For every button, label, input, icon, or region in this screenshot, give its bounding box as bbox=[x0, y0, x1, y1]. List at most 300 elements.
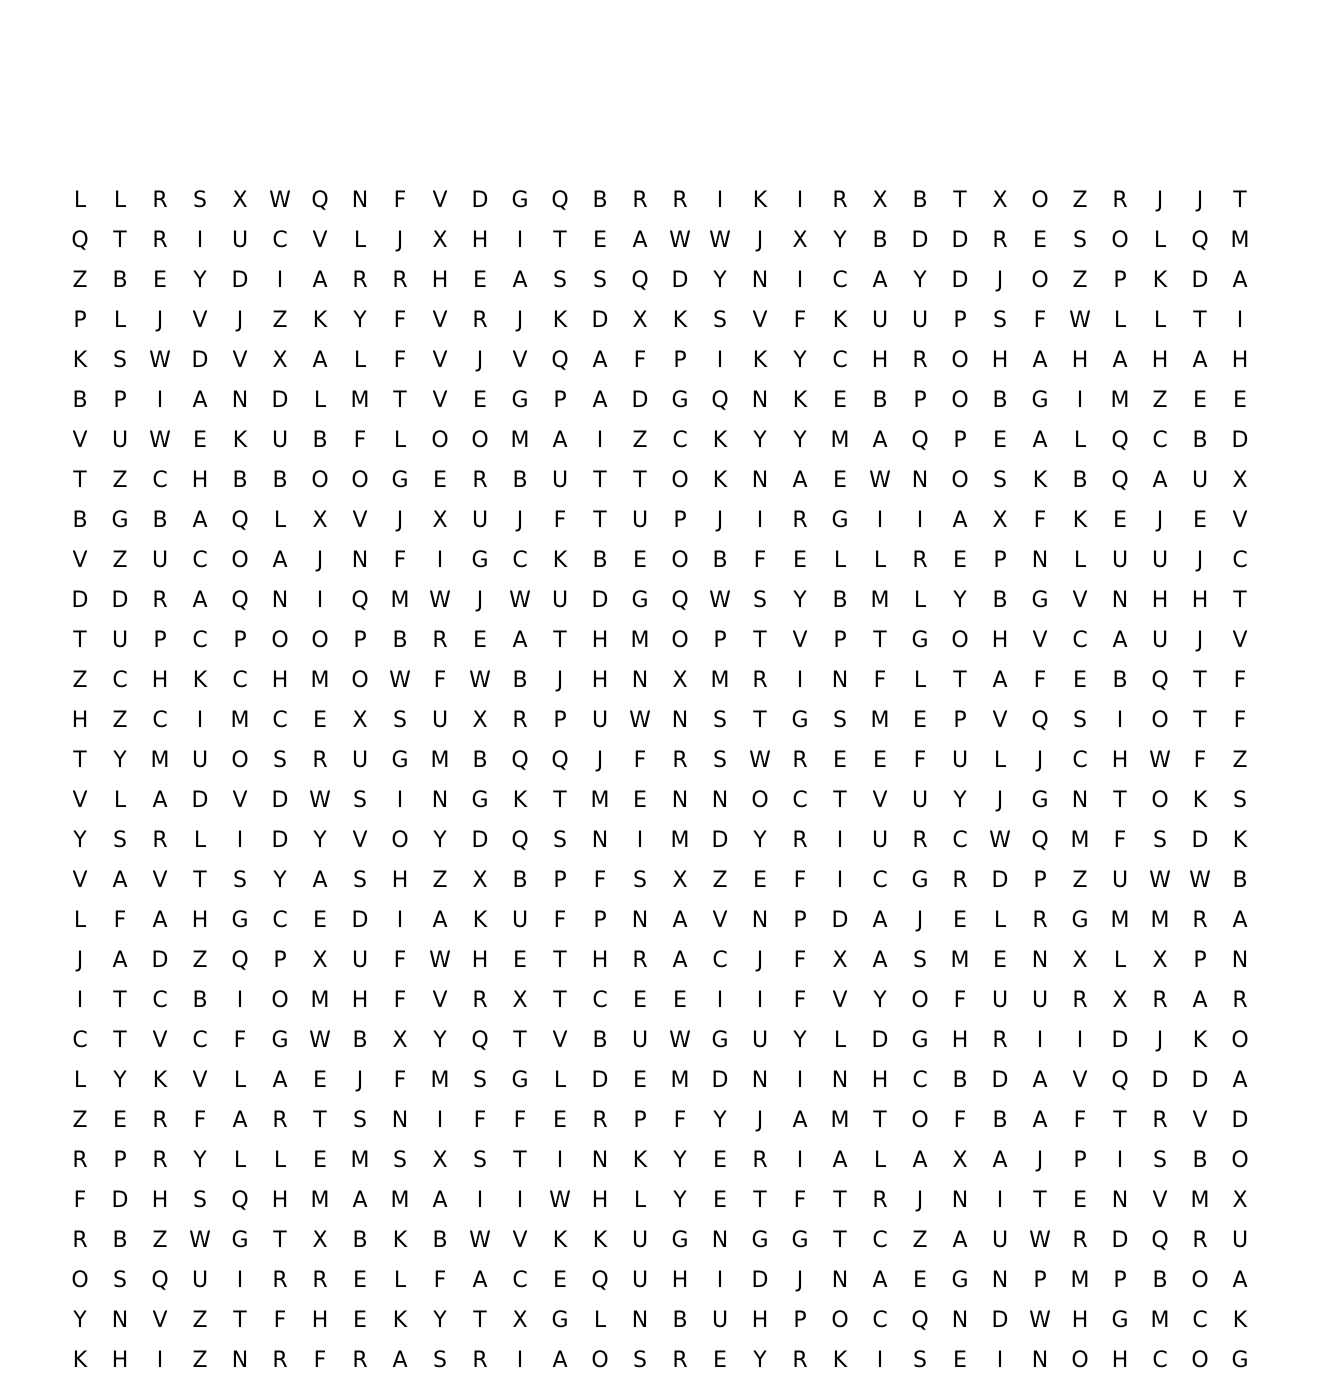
letter-cell[interactable]: I bbox=[76, 987, 84, 1013]
letter-cell[interactable]: Q bbox=[71, 227, 89, 253]
letter-cell[interactable]: R bbox=[672, 1347, 688, 1373]
letter-cell[interactable]: T bbox=[833, 787, 847, 813]
letter-cell[interactable]: V bbox=[872, 787, 888, 813]
letter-cell[interactable]: C bbox=[872, 1307, 888, 1333]
letter-cell[interactable]: T bbox=[553, 787, 567, 813]
letter-cell[interactable]: G bbox=[751, 1227, 769, 1253]
letter-cell[interactable]: E bbox=[193, 427, 207, 453]
letter-cell[interactable]: K bbox=[712, 427, 728, 453]
letter-cell[interactable]: V bbox=[432, 987, 448, 1013]
letter-cell[interactable]: E bbox=[913, 1267, 927, 1293]
letter-cell[interactable]: N bbox=[751, 387, 769, 413]
letter-cell[interactable]: I bbox=[396, 787, 404, 813]
letter-cell[interactable]: M bbox=[150, 747, 170, 773]
letter-cell[interactable]: C bbox=[1072, 627, 1088, 653]
letter-cell[interactable]: T bbox=[113, 227, 127, 253]
letter-cell[interactable]: U bbox=[951, 747, 969, 773]
letter-cell[interactable]: R bbox=[312, 1267, 328, 1293]
letter-cell[interactable]: H bbox=[1111, 1347, 1129, 1373]
letter-cell[interactable]: C bbox=[832, 347, 848, 373]
letter-cell[interactable]: V bbox=[232, 787, 248, 813]
letter-cell[interactable]: Q bbox=[231, 947, 249, 973]
letter-cell[interactable]: M bbox=[350, 1147, 370, 1173]
letter-cell[interactable]: U bbox=[991, 1227, 1009, 1253]
letter-cell[interactable]: B bbox=[152, 507, 168, 533]
letter-cell[interactable]: N bbox=[591, 827, 609, 853]
letter-cell[interactable]: D bbox=[151, 947, 169, 973]
letter-cell[interactable]: M bbox=[710, 667, 730, 693]
letter-cell[interactable]: R bbox=[152, 1147, 168, 1173]
letter-cell[interactable]: Y bbox=[73, 827, 87, 853]
letter-cell[interactable]: L bbox=[873, 547, 887, 573]
letter-cell[interactable]: F bbox=[793, 947, 807, 973]
letter-cell[interactable]: C bbox=[912, 1067, 928, 1093]
letter-cell[interactable]: K bbox=[72, 347, 88, 373]
letter-cell[interactable]: F bbox=[953, 1107, 967, 1133]
letter-cell[interactable]: L bbox=[113, 307, 127, 333]
letter-cell[interactable]: E bbox=[633, 787, 647, 813]
letter-cell[interactable]: J bbox=[1156, 187, 1164, 213]
letter-cell[interactable]: F bbox=[193, 1107, 207, 1133]
letter-cell[interactable]: B bbox=[272, 467, 288, 493]
letter-cell[interactable]: S bbox=[833, 707, 847, 733]
letter-cell[interactable]: Y bbox=[753, 827, 767, 853]
letter-cell[interactable]: U bbox=[1191, 467, 1209, 493]
letter-cell[interactable]: E bbox=[553, 1267, 567, 1293]
letter-cell[interactable]: N bbox=[271, 587, 289, 613]
letter-cell[interactable]: V bbox=[1232, 627, 1248, 653]
letter-cell[interactable]: V bbox=[432, 187, 448, 213]
letter-cell[interactable]: A bbox=[152, 907, 168, 933]
letter-cell[interactable]: Q bbox=[231, 587, 249, 613]
letter-cell[interactable]: G bbox=[671, 387, 689, 413]
letter-cell[interactable]: L bbox=[313, 387, 327, 413]
letter-cell[interactable]: N bbox=[751, 1067, 769, 1093]
letter-cell[interactable]: F bbox=[1233, 667, 1247, 693]
letter-cell[interactable]: S bbox=[993, 467, 1007, 493]
letter-cell[interactable]: O bbox=[1031, 187, 1049, 213]
letter-cell[interactable]: N bbox=[711, 1227, 729, 1253]
letter-cell[interactable]: X bbox=[232, 187, 248, 213]
letter-cell[interactable]: H bbox=[151, 667, 169, 693]
letter-cell[interactable]: T bbox=[273, 1227, 287, 1253]
letter-cell[interactable]: J bbox=[156, 307, 164, 333]
letter-cell[interactable]: W bbox=[1029, 1227, 1051, 1253]
letter-cell[interactable]: E bbox=[433, 467, 447, 493]
letter-cell[interactable]: R bbox=[792, 747, 808, 773]
letter-cell[interactable]: P bbox=[553, 707, 567, 733]
letter-cell[interactable]: J bbox=[996, 787, 1004, 813]
letter-cell[interactable]: H bbox=[271, 667, 289, 693]
letter-cell[interactable]: D bbox=[871, 1027, 889, 1053]
letter-cell[interactable]: N bbox=[911, 467, 929, 493]
letter-cell[interactable]: U bbox=[1151, 627, 1169, 653]
letter-cell[interactable]: U bbox=[991, 987, 1009, 1013]
letter-cell[interactable]: V bbox=[512, 347, 528, 373]
letter-cell[interactable]: O bbox=[671, 627, 689, 653]
letter-cell[interactable]: Q bbox=[551, 187, 569, 213]
letter-cell[interactable]: C bbox=[872, 1227, 888, 1253]
letter-cell[interactable]: F bbox=[393, 987, 407, 1013]
letter-cell[interactable]: H bbox=[1231, 347, 1249, 373]
letter-cell[interactable]: R bbox=[72, 1147, 88, 1173]
letter-cell[interactable]: P bbox=[553, 867, 567, 893]
letter-cell[interactable]: R bbox=[1032, 907, 1048, 933]
letter-cell[interactable]: L bbox=[1113, 947, 1127, 973]
letter-cell[interactable]: Y bbox=[73, 1307, 87, 1333]
letter-cell[interactable]: R bbox=[1072, 987, 1088, 1013]
letter-cell[interactable]: U bbox=[631, 1227, 649, 1253]
letter-cell[interactable]: O bbox=[1071, 1347, 1089, 1373]
letter-cell[interactable]: R bbox=[792, 1347, 808, 1373]
letter-cell[interactable]: V bbox=[72, 547, 88, 573]
letter-cell[interactable]: P bbox=[1033, 1267, 1047, 1293]
letter-cell[interactable]: P bbox=[953, 707, 967, 733]
letter-cell[interactable]: Y bbox=[433, 827, 447, 853]
letter-cell[interactable]: Y bbox=[953, 587, 967, 613]
letter-cell[interactable]: M bbox=[1190, 1187, 1210, 1213]
letter-cell[interactable]: R bbox=[472, 1347, 488, 1373]
letter-cell[interactable]: K bbox=[1192, 1027, 1208, 1053]
letter-cell[interactable]: I bbox=[996, 1347, 1004, 1373]
letter-cell[interactable]: U bbox=[351, 747, 369, 773]
letter-cell[interactable]: Q bbox=[1151, 667, 1169, 693]
letter-cell[interactable]: J bbox=[1156, 1027, 1164, 1053]
letter-cell[interactable]: W bbox=[469, 1227, 491, 1253]
letter-cell[interactable]: E bbox=[313, 1147, 327, 1173]
letter-cell[interactable]: R bbox=[792, 827, 808, 853]
letter-cell[interactable]: P bbox=[833, 627, 847, 653]
letter-cell[interactable]: H bbox=[391, 867, 409, 893]
letter-cell[interactable]: K bbox=[832, 1347, 848, 1373]
letter-cell[interactable]: R bbox=[1232, 987, 1248, 1013]
letter-cell[interactable]: W bbox=[989, 827, 1011, 853]
letter-cell[interactable]: Z bbox=[112, 707, 128, 733]
letter-cell[interactable]: S bbox=[393, 1147, 407, 1173]
letter-cell[interactable]: X bbox=[1232, 1187, 1248, 1213]
letter-cell[interactable]: I bbox=[436, 547, 444, 573]
letter-cell[interactable]: B bbox=[872, 387, 888, 413]
letter-cell[interactable]: D bbox=[191, 347, 209, 373]
letter-cell[interactable]: F bbox=[873, 667, 887, 693]
letter-cell[interactable]: N bbox=[951, 1187, 969, 1213]
letter-cell[interactable]: C bbox=[192, 1027, 208, 1053]
letter-cell[interactable]: U bbox=[271, 427, 289, 453]
letter-cell[interactable]: H bbox=[191, 907, 209, 933]
letter-cell[interactable]: R bbox=[472, 307, 488, 333]
letter-cell[interactable]: S bbox=[113, 1267, 127, 1293]
letter-cell[interactable]: A bbox=[1232, 1267, 1248, 1293]
letter-cell[interactable]: N bbox=[1031, 947, 1049, 973]
letter-cell[interactable]: F bbox=[313, 1347, 327, 1373]
letter-cell[interactable]: I bbox=[556, 1147, 564, 1173]
letter-cell[interactable]: N bbox=[751, 467, 769, 493]
letter-cell[interactable]: B bbox=[672, 1307, 688, 1333]
letter-cell[interactable]: O bbox=[431, 427, 449, 453]
letter-cell[interactable]: I bbox=[796, 1067, 804, 1093]
letter-cell[interactable]: V bbox=[312, 227, 328, 253]
letter-cell[interactable]: N bbox=[351, 187, 369, 213]
letter-cell[interactable]: H bbox=[1151, 347, 1169, 373]
letter-cell[interactable]: B bbox=[592, 547, 608, 573]
letter-cell[interactable]: S bbox=[113, 347, 127, 373]
letter-cell[interactable]: U bbox=[631, 507, 649, 533]
letter-cell[interactable]: B bbox=[712, 547, 728, 573]
letter-cell[interactable]: A bbox=[872, 267, 888, 293]
letter-cell[interactable]: D bbox=[351, 907, 369, 933]
letter-cell[interactable]: S bbox=[473, 1067, 487, 1093]
letter-cell[interactable]: A bbox=[952, 1227, 968, 1253]
letter-cell[interactable]: J bbox=[356, 1067, 364, 1093]
letter-cell[interactable]: Z bbox=[152, 1227, 168, 1253]
letter-cell[interactable]: B bbox=[512, 867, 528, 893]
letter-cell[interactable]: I bbox=[636, 827, 644, 853]
letter-cell[interactable]: G bbox=[511, 1067, 529, 1093]
letter-cell[interactable]: E bbox=[833, 747, 847, 773]
letter-cell[interactable]: R bbox=[512, 707, 528, 733]
letter-cell[interactable]: A bbox=[112, 947, 128, 973]
letter-cell[interactable]: R bbox=[152, 187, 168, 213]
letter-cell[interactable]: F bbox=[793, 307, 807, 333]
letter-cell[interactable]: I bbox=[156, 1347, 164, 1373]
letter-cell[interactable]: E bbox=[953, 1347, 967, 1373]
letter-cell[interactable]: K bbox=[72, 1347, 88, 1373]
letter-cell[interactable]: A bbox=[1032, 427, 1048, 453]
letter-cell[interactable]: C bbox=[272, 907, 288, 933]
letter-cell[interactable]: H bbox=[1151, 587, 1169, 613]
letter-cell[interactable]: M bbox=[1070, 827, 1090, 853]
letter-cell[interactable]: H bbox=[71, 707, 89, 733]
letter-cell[interactable]: B bbox=[512, 667, 528, 693]
letter-cell[interactable]: L bbox=[1153, 227, 1167, 253]
letter-cell[interactable]: I bbox=[1236, 307, 1244, 333]
letter-cell[interactable]: O bbox=[311, 467, 329, 493]
letter-cell[interactable]: Q bbox=[511, 827, 529, 853]
letter-cell[interactable]: N bbox=[1031, 547, 1049, 573]
letter-cell[interactable]: E bbox=[1193, 507, 1207, 533]
letter-cell[interactable]: A bbox=[352, 1187, 368, 1213]
letter-cell[interactable]: J bbox=[396, 227, 404, 253]
letter-cell[interactable]: V bbox=[512, 1227, 528, 1253]
letter-cell[interactable]: Z bbox=[72, 667, 88, 693]
letter-cell[interactable]: A bbox=[992, 1147, 1008, 1173]
letter-cell[interactable]: W bbox=[1149, 747, 1171, 773]
letter-cell[interactable]: F bbox=[553, 507, 567, 533]
letter-cell[interactable]: B bbox=[1232, 867, 1248, 893]
letter-cell[interactable]: T bbox=[233, 1307, 247, 1333]
letter-cell[interactable]: R bbox=[152, 827, 168, 853]
letter-cell[interactable]: O bbox=[1111, 227, 1129, 253]
letter-cell[interactable]: Y bbox=[353, 307, 367, 333]
letter-cell[interactable]: R bbox=[272, 1107, 288, 1133]
letter-cell[interactable]: B bbox=[232, 467, 248, 493]
letter-cell[interactable]: Y bbox=[873, 987, 887, 1013]
letter-cell[interactable]: P bbox=[1113, 267, 1127, 293]
letter-cell[interactable]: U bbox=[1111, 867, 1129, 893]
letter-cell[interactable]: R bbox=[992, 227, 1008, 253]
letter-cell[interactable]: O bbox=[831, 1307, 849, 1333]
letter-cell[interactable]: C bbox=[232, 667, 248, 693]
letter-cell[interactable]: M bbox=[390, 587, 410, 613]
letter-cell[interactable]: O bbox=[911, 987, 929, 1013]
letter-cell[interactable]: I bbox=[316, 587, 324, 613]
letter-cell[interactable]: T bbox=[873, 1107, 887, 1133]
letter-cell[interactable]: J bbox=[796, 1267, 804, 1293]
letter-cell[interactable]: R bbox=[1192, 1227, 1208, 1253]
letter-cell[interactable]: D bbox=[951, 227, 969, 253]
letter-cell[interactable]: K bbox=[152, 1067, 168, 1093]
letter-cell[interactable]: Y bbox=[433, 1307, 447, 1333]
letter-cell[interactable]: L bbox=[1113, 307, 1127, 333]
letter-cell[interactable]: E bbox=[593, 227, 607, 253]
letter-cell[interactable]: T bbox=[753, 1187, 767, 1213]
letter-cell[interactable]: G bbox=[231, 907, 249, 933]
letter-cell[interactable]: X bbox=[392, 1027, 408, 1053]
letter-cell[interactable]: I bbox=[156, 387, 164, 413]
letter-cell[interactable]: B bbox=[912, 187, 928, 213]
letter-cell[interactable]: O bbox=[671, 547, 689, 573]
letter-cell[interactable]: B bbox=[592, 1027, 608, 1053]
letter-cell[interactable]: T bbox=[113, 987, 127, 1013]
letter-cell[interactable]: I bbox=[1076, 387, 1084, 413]
letter-cell[interactable]: L bbox=[193, 827, 207, 853]
letter-cell[interactable]: D bbox=[911, 227, 929, 253]
letter-cell[interactable]: J bbox=[236, 307, 244, 333]
letter-cell[interactable]: U bbox=[1151, 547, 1169, 573]
letter-cell[interactable]: N bbox=[751, 907, 769, 933]
letter-cell[interactable]: V bbox=[552, 1027, 568, 1053]
letter-cell[interactable]: X bbox=[992, 507, 1008, 533]
letter-cell[interactable]: M bbox=[1070, 1267, 1090, 1293]
letter-cell[interactable]: I bbox=[516, 1187, 524, 1213]
letter-cell[interactable]: C bbox=[1192, 1307, 1208, 1333]
letter-cell[interactable]: G bbox=[111, 507, 129, 533]
letter-cell[interactable]: E bbox=[1113, 507, 1127, 533]
letter-cell[interactable]: U bbox=[151, 547, 169, 573]
letter-cell[interactable]: A bbox=[192, 507, 208, 533]
letter-cell[interactable]: Z bbox=[1152, 387, 1168, 413]
letter-cell[interactable]: K bbox=[392, 1307, 408, 1333]
letter-cell[interactable]: F bbox=[913, 747, 927, 773]
letter-cell[interactable]: G bbox=[631, 587, 649, 613]
letter-cell[interactable]: O bbox=[271, 627, 289, 653]
letter-cell[interactable]: D bbox=[191, 787, 209, 813]
letter-cell[interactable]: M bbox=[630, 627, 650, 653]
letter-cell[interactable]: V bbox=[72, 427, 88, 453]
letter-cell[interactable]: P bbox=[153, 627, 167, 653]
letter-cell[interactable]: G bbox=[791, 1227, 809, 1253]
letter-cell[interactable]: Q bbox=[551, 747, 569, 773]
letter-cell[interactable]: K bbox=[752, 187, 768, 213]
letter-cell[interactable]: J bbox=[476, 347, 484, 373]
letter-cell[interactable]: S bbox=[1073, 227, 1087, 253]
letter-cell[interactable]: A bbox=[1192, 347, 1208, 373]
letter-cell[interactable]: J bbox=[996, 267, 1004, 293]
letter-cell[interactable]: W bbox=[1149, 867, 1171, 893]
letter-cell[interactable]: R bbox=[1152, 1107, 1168, 1133]
letter-cell[interactable]: W bbox=[469, 667, 491, 693]
letter-cell[interactable]: S bbox=[633, 867, 647, 893]
letter-cell[interactable]: T bbox=[593, 467, 607, 493]
letter-cell[interactable]: P bbox=[793, 1307, 807, 1333]
letter-cell[interactable]: L bbox=[1153, 307, 1167, 333]
letter-cell[interactable]: W bbox=[149, 347, 171, 373]
letter-cell[interactable]: V bbox=[72, 867, 88, 893]
letter-cell[interactable]: N bbox=[1031, 1347, 1049, 1373]
letter-cell[interactable]: Y bbox=[793, 1027, 807, 1053]
letter-cell[interactable]: Q bbox=[511, 747, 529, 773]
letter-cell[interactable]: O bbox=[1031, 267, 1049, 293]
letter-cell[interactable]: C bbox=[592, 987, 608, 1013]
letter-cell[interactable]: D bbox=[1111, 1227, 1129, 1253]
letter-cell[interactable]: V bbox=[352, 507, 368, 533]
letter-cell[interactable]: G bbox=[951, 1267, 969, 1293]
letter-cell[interactable]: G bbox=[671, 1227, 689, 1253]
letter-cell[interactable]: X bbox=[312, 507, 328, 533]
letter-cell[interactable]: M bbox=[1150, 1307, 1170, 1333]
letter-cell[interactable]: D bbox=[231, 267, 249, 293]
letter-cell[interactable]: B bbox=[112, 1227, 128, 1253]
letter-cell[interactable]: D bbox=[591, 587, 609, 613]
letter-cell[interactable]: K bbox=[752, 347, 768, 373]
letter-cell[interactable]: Z bbox=[72, 267, 88, 293]
letter-cell[interactable]: F bbox=[433, 1267, 447, 1293]
letter-cell[interactable]: Z bbox=[912, 1227, 928, 1253]
letter-cell[interactable]: N bbox=[1111, 1187, 1129, 1213]
letter-cell[interactable]: M bbox=[1230, 227, 1250, 253]
letter-cell[interactable]: L bbox=[73, 1067, 87, 1093]
letter-cell[interactable]: D bbox=[1191, 267, 1209, 293]
letter-cell[interactable]: D bbox=[991, 867, 1009, 893]
letter-cell[interactable]: Z bbox=[1072, 267, 1088, 293]
letter-cell[interactable]: U bbox=[351, 947, 369, 973]
letter-cell[interactable]: G bbox=[1111, 1307, 1129, 1333]
letter-cell[interactable]: B bbox=[472, 747, 488, 773]
letter-cell[interactable]: W bbox=[309, 787, 331, 813]
letter-cell[interactable]: I bbox=[756, 507, 764, 533]
letter-cell[interactable]: F bbox=[393, 187, 407, 213]
letter-cell[interactable]: N bbox=[231, 387, 249, 413]
letter-cell[interactable]: G bbox=[911, 867, 929, 893]
letter-cell[interactable]: X bbox=[992, 187, 1008, 213]
letter-cell[interactable]: X bbox=[312, 947, 328, 973]
letter-cell[interactable]: Z bbox=[432, 867, 448, 893]
letter-cell[interactable]: K bbox=[1192, 787, 1208, 813]
letter-cell[interactable]: M bbox=[350, 387, 370, 413]
letter-cell[interactable]: Q bbox=[711, 387, 729, 413]
letter-cell[interactable]: M bbox=[310, 667, 330, 693]
letter-cell[interactable]: X bbox=[352, 707, 368, 733]
letter-cell[interactable]: X bbox=[672, 667, 688, 693]
letter-cell[interactable]: R bbox=[672, 187, 688, 213]
letter-cell[interactable]: K bbox=[232, 427, 248, 453]
letter-cell[interactable]: L bbox=[113, 787, 127, 813]
letter-cell[interactable]: R bbox=[472, 987, 488, 1013]
letter-cell[interactable]: H bbox=[311, 1307, 329, 1333]
letter-cell[interactable]: A bbox=[672, 907, 688, 933]
letter-cell[interactable]: D bbox=[751, 1267, 769, 1293]
letter-cell[interactable]: K bbox=[792, 387, 808, 413]
letter-cell[interactable]: Y bbox=[953, 787, 967, 813]
letter-cell[interactable]: R bbox=[912, 547, 928, 573]
letter-cell[interactable]: A bbox=[1152, 467, 1168, 493]
letter-cell[interactable]: R bbox=[312, 747, 328, 773]
letter-cell[interactable]: R bbox=[1112, 187, 1128, 213]
letter-cell[interactable]: G bbox=[1031, 587, 1049, 613]
letter-cell[interactable]: L bbox=[833, 547, 847, 573]
letter-cell[interactable]: D bbox=[1231, 427, 1249, 453]
letter-cell[interactable]: K bbox=[592, 1227, 608, 1253]
